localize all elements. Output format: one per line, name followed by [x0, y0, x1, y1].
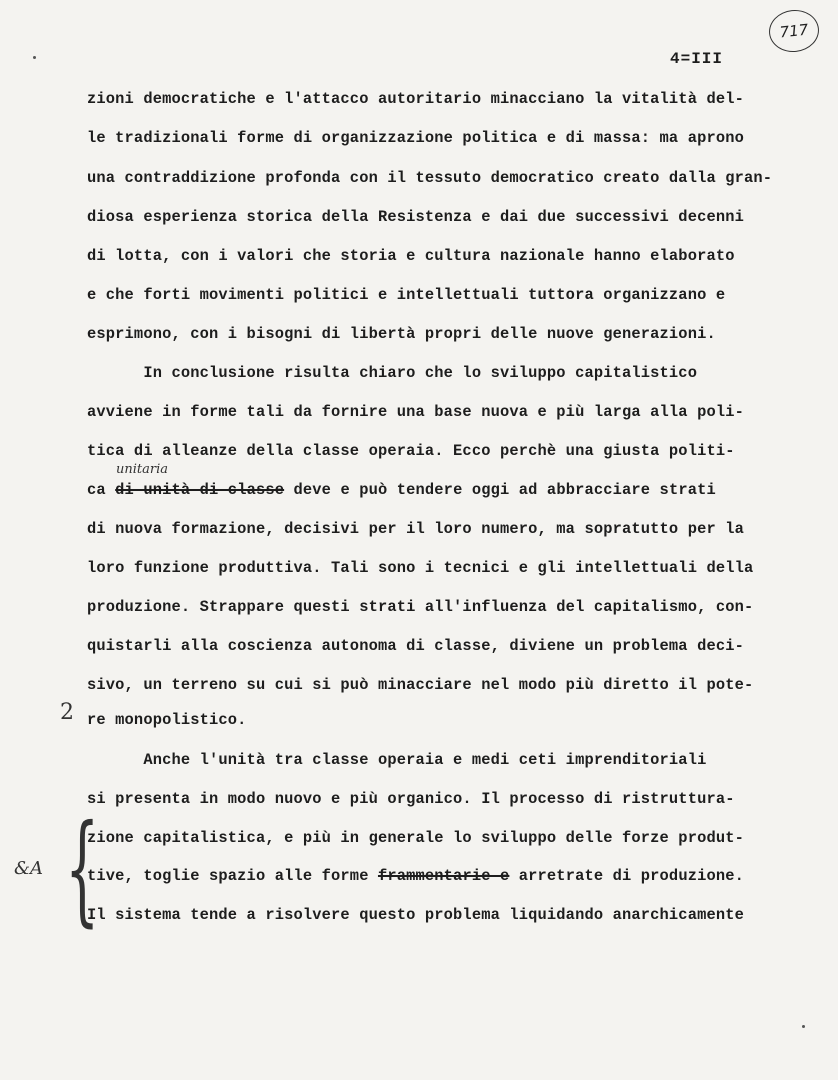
text-line: loro funzione produttiva. Tali sono i tecnici e gli intellettuali della — [87, 559, 754, 577]
text-line: zione capitalistica, e più in generale lo sviluppo delle forze produt- — [87, 829, 745, 847]
page-number: 4=III — [670, 50, 724, 68]
archive-stamp: 717 — [767, 8, 821, 55]
line-part: ca — [87, 481, 116, 499]
text-line: le tradizionali forme di organizzazione politica e di massa: ma aprono — [87, 129, 745, 147]
text-line: Il sistema tende a risolvere questo problema liquidando anarchicamente — [87, 906, 745, 924]
text-line: re monopolistico. — [87, 711, 247, 729]
text-line: sivo, un terreno su cui si può minacciare nel modo più diretto il pote- — [87, 676, 754, 694]
line-part: tive, toglie spazio alle forme — [87, 867, 378, 885]
struck-text: frammentarie e — [377, 867, 510, 885]
margin-mark: &A — [14, 858, 44, 879]
line-part: arretrate di produzione. — [509, 867, 745, 885]
text-line: produzione. Strappare questi strati all'influenza del capitalismo, con- — [87, 598, 754, 616]
text-line: una contraddizione profonda con il tessuto democratico creato dalla gran- — [87, 169, 773, 187]
line-part: deve e può tendere oggi ad abbracciare strati — [284, 481, 716, 499]
speck-icon — [802, 1025, 805, 1028]
text-line: zioni democratiche e l'attacco autoritario minacciano la vitalità del- — [87, 90, 745, 108]
text-line: e che forti movimenti politici e intellettuali tuttora organizzano e — [87, 286, 726, 304]
speck-icon — [33, 56, 36, 59]
text-line: diosa esperienza storica della Resistenza e dai due successivi decenni — [87, 208, 745, 226]
margin-brace-icon: { — [64, 800, 100, 939]
margin-mark: 2 — [60, 700, 74, 725]
text-line: tica di alleanze della classe operaia. Ecco perchè una giusta politi- — [87, 442, 735, 460]
text-line: In conclusione risulta chiaro che lo sviluppo capitalistico — [87, 364, 698, 382]
text-line: avviene in forme tali da fornire una base nuova e più larga alla poli- — [87, 403, 745, 421]
handwritten-insertion: unitaria — [116, 462, 168, 477]
text-line: si presenta in modo nuovo e più organico. Il processo di ristruttura- — [87, 790, 735, 808]
text-line: esprimono, con i bisogni di libertà propri delle nuove generazioni. — [87, 325, 716, 343]
text-line: Anche l'unità tra classe operaia e medi ceti imprenditoriali — [87, 751, 707, 769]
text-line-with-strikethrough — [87, 480, 716, 500]
text-line: di nuova formazione, decisivi per il loro numero, ma sopratutto per la — [87, 520, 745, 538]
text-line-with-strikethrough — [87, 866, 744, 886]
struck-text: di unità di classe — [115, 481, 285, 499]
text-line: di lotta, con i valori che storia e cultura nazionale hanno elaborato — [87, 247, 735, 265]
text-line: quistarli alla coscienza autonoma di classe, diviene un problema deci- — [87, 637, 745, 655]
